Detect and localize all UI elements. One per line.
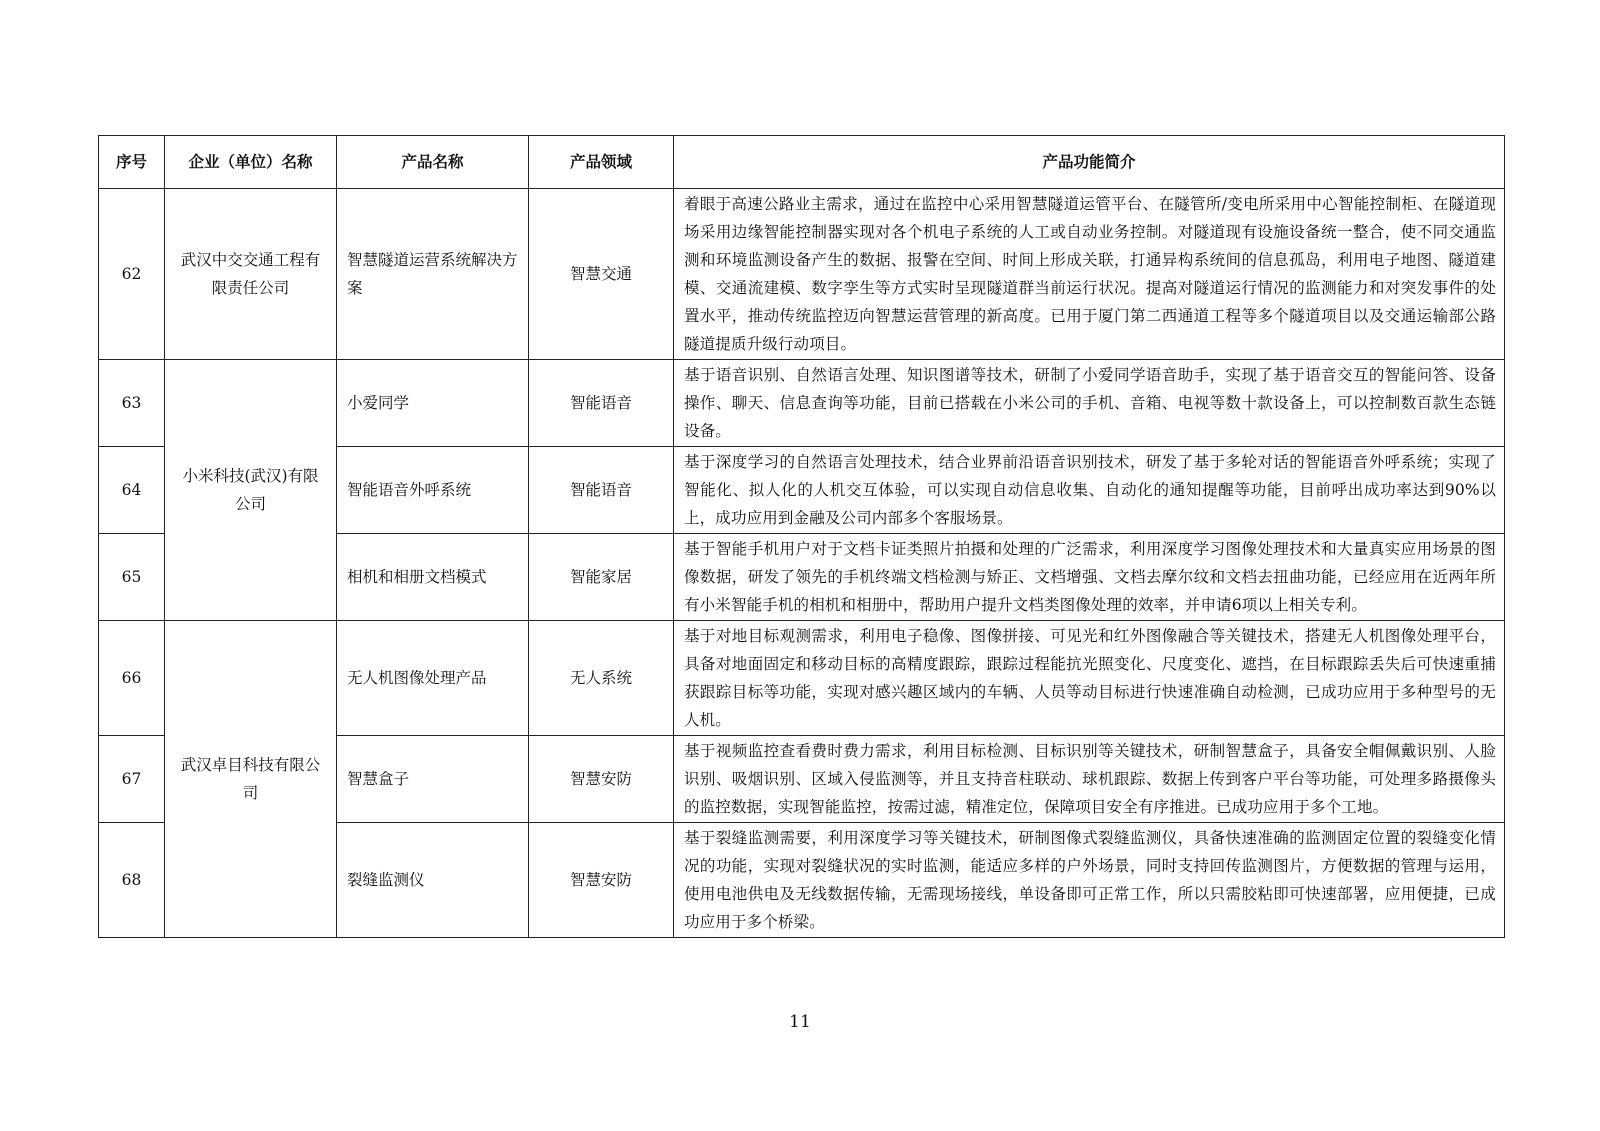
company-name: 武汉中交交通工程有限责任公司 <box>165 189 337 360</box>
table-row <box>99 189 1505 360</box>
product-name: 小爱同学 <box>337 360 529 447</box>
product-description: 基于对地目标观测需求，利用电子稳像、图像拼接、可见光和红外图像融合等关键技术，搭建无人机图像处理平台，具备对地面固定和移动目标的高精度跟踪，跟踪过程能抗光照变化、尺度变化、遮挡，在目标跟踪丢失后可快速重捕获跟踪目标等功能，实现对感兴趣区域内的车辆、人员等动目标进行快速准确自动检测，已成功应用于多种型号的无人机。 <box>674 621 1505 736</box>
product-name: 相机和相册文档模式 <box>337 534 529 621</box>
row-num: 66 <box>99 621 165 736</box>
header-description: 产品功能简介 <box>674 136 1505 189</box>
row-num: 68 <box>99 823 165 938</box>
product-field: 智能语音 <box>529 447 674 534</box>
product-description: 基于语音识别、自然语言处理、知识图谱等技术，研制了小爱同学语音助手，实现了基于语音交互的智能问答、设备操作、聊天、信息查询等功能，目前已搭载在小米公司的手机、音箱、电视等数十款设备上，可以控制数百款生态链设备。 <box>674 360 1505 447</box>
row-num: 64 <box>99 447 165 534</box>
product-field: 智慧交通 <box>529 189 674 360</box>
row-num: 67 <box>99 736 165 823</box>
company-name: 武汉卓目科技有限公司 <box>165 621 337 938</box>
product-field: 智慧安防 <box>529 736 674 823</box>
table-header-row <box>99 136 1505 189</box>
header-field: 产品领域 <box>529 136 674 189</box>
header-company: 企业（单位）名称 <box>165 136 337 189</box>
product-description: 基于智能手机用户对于文档卡证类照片拍摄和处理的广泛需求，利用深度学习图像处理技术和大量真实应用场景的图像数据，研发了领先的手机终端文档检测与矫正、文档增强、文档去摩尔纹和文档去扭曲功能，已经应用在近两年所有小米智能手机的相机和相册中，帮助用户提升文档类图像处理的效率，并申请6项以上相关专利。 <box>674 534 1505 621</box>
product-name: 智慧隧道运营系统解决方案 <box>337 189 529 360</box>
table-row <box>99 621 1505 736</box>
product-description: 基于视频监控查看费时费力需求，利用目标检测、目标识别等关键技术，研制智慧盒子，具备安全帽佩戴识别、人脸识别、吸烟识别、区域入侵监测等，并且支持音柱联动、球机跟踪、数据上传到客户平台等功能，可处理多路摄像头的监控数据，实现智能监控，按需过滤，精准定位，保障项目安全有序推进。已成功应用于多个工地。 <box>674 736 1505 823</box>
table-row <box>99 360 1505 447</box>
header-num: 序号 <box>99 136 165 189</box>
row-num: 65 <box>99 534 165 621</box>
product-field: 智慧安防 <box>529 823 674 938</box>
page-number: 11 <box>789 1012 811 1032</box>
product-field: 无人系统 <box>529 621 674 736</box>
product-name: 智慧盒子 <box>337 736 529 823</box>
product-name: 裂缝监测仪 <box>337 823 529 938</box>
product-table <box>98 135 1505 938</box>
product-description: 基于深度学习的自然语言处理技术，结合业界前沿语音识别技术，研发了基于多轮对话的智能语音外呼系统；实现了智能化、拟人化的人机交互体验，可以实现自动信息收集、自动化的通知提醒等功能，目前呼出成功率达到90%以上，成功应用到金融及公司内部多个客服场景。 <box>674 447 1505 534</box>
product-name: 无人机图像处理产品 <box>337 621 529 736</box>
product-description: 着眼于高速公路业主需求，通过在监控中心采用智慧隧道运管平台、在隧管所/变电所采用中心智能控制柜、在隧道现场采用边缘智能控制器实现对各个机电子系统的人工或自动业务控制。对隧道现有设施设备统一整合，使不同交通监测和环境监测设备产生的数据、报警在空间、时间上形成关联，打通异构系统间的信息孤岛，利用电子地图、隧道建模、交通流建模、数字孪生等方式实时呈现隧道群当前运行状况。提高对隧道运行情况的监测能力和对突发事件的处置水平，推动传统监控迈向智慧运营管理的新高度。已用于厦门第二西通道工程等多个隧道项目以及交通运输部公路隧道提质升级行动项目。 <box>674 189 1505 360</box>
product-field: 智能家居 <box>529 534 674 621</box>
product-field: 智能语音 <box>529 360 674 447</box>
row-num: 62 <box>99 189 165 360</box>
row-num: 63 <box>99 360 165 447</box>
header-product: 产品名称 <box>337 136 529 189</box>
product-description: 基于裂缝监测需要，利用深度学习等关键技术，研制图像式裂缝监测仪，具备快速准确的监测固定位置的裂缝变化情况的功能，实现对裂缝状况的实时监测，能适应多样的户外场景，同时支持回传监测图片，方便数据的管理与运用，使用电池供电及无线数据传输，无需现场接线，单设备即可正常工作，所以只需胶粘即可快速部署，应用便捷，已成功应用于多个桥梁。 <box>674 823 1505 938</box>
product-name: 智能语音外呼系统 <box>337 447 529 534</box>
company-name: 小米科技(武汉)有限公司 <box>165 360 337 621</box>
